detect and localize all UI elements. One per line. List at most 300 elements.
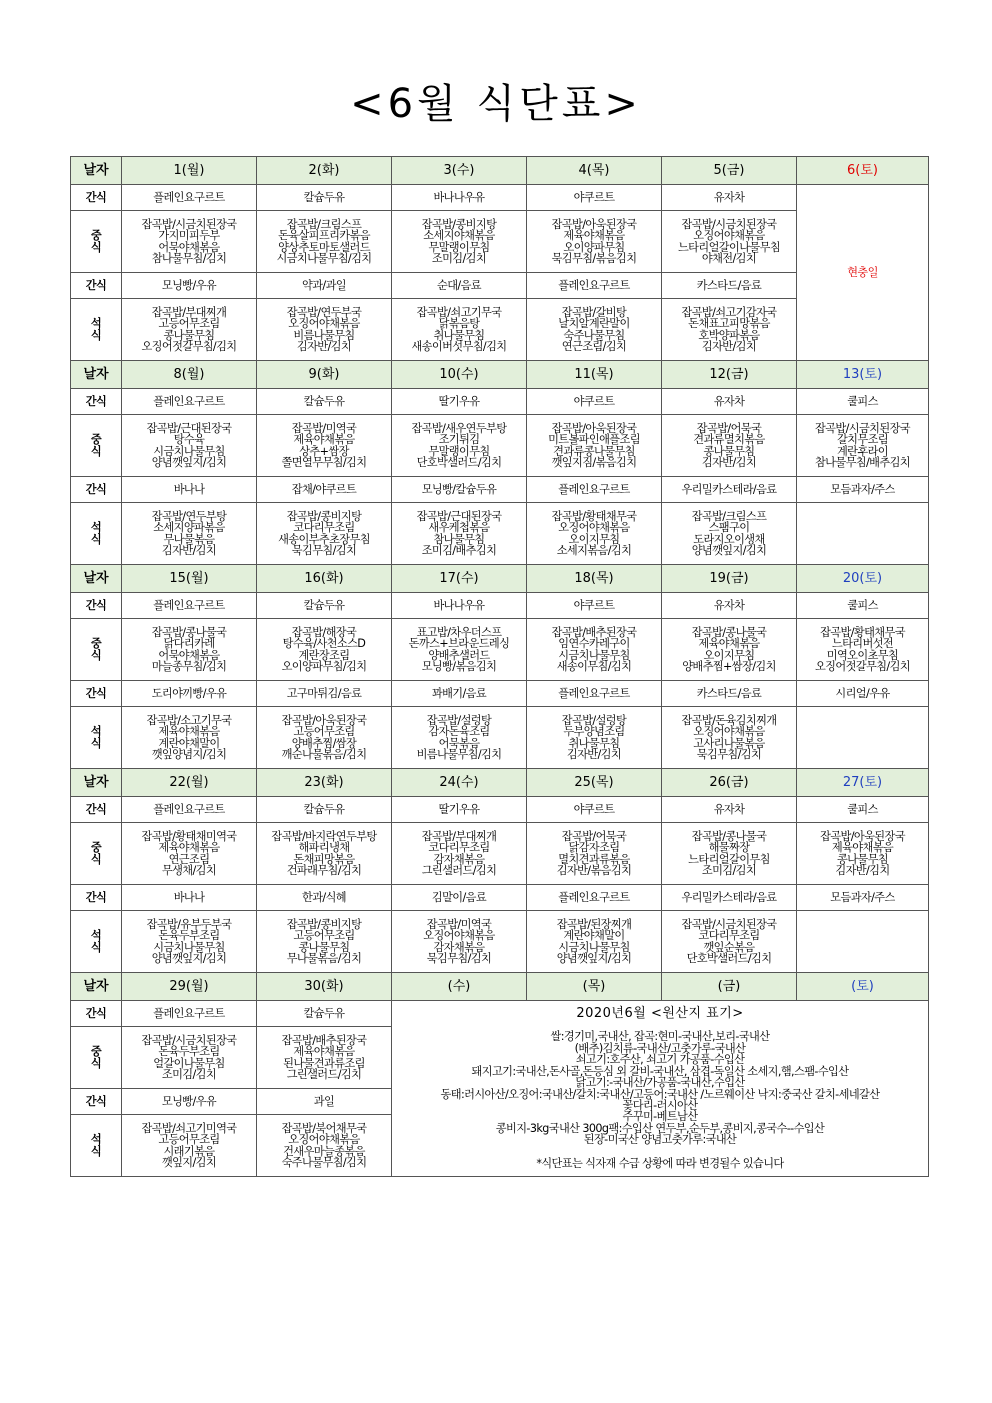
dish-line: 새우케첩볶음 <box>428 521 490 535</box>
empty-cell <box>797 911 929 973</box>
snack-cell: 카스타드/음료 <box>662 681 797 707</box>
dish-line: 숙주나물무침 <box>563 328 625 342</box>
snack-cell: 플레인요구르트 <box>527 681 662 707</box>
meal-cell <box>527 503 662 565</box>
dish-line: 김자반/볶음김치 <box>556 863 632 877</box>
dish-line: 새송이무침/김치 <box>556 659 632 673</box>
dish-line: 돈육살피프리카볶음 <box>278 229 370 243</box>
snack-cell: 시리얼/우유 <box>797 681 929 707</box>
dish-line: 김자반/김치 <box>161 543 217 557</box>
meal-cell <box>257 211 392 273</box>
meal-cell <box>257 823 392 885</box>
dish-line: 계란장조림 <box>298 648 350 662</box>
dish-line: 시금치나물무침 <box>558 648 630 662</box>
meal-cell <box>257 911 392 973</box>
day-header: 3(수) <box>392 157 527 185</box>
dish-line: 감자돈육조림 <box>428 725 490 739</box>
dish-line: 두부양념조림 <box>563 725 625 739</box>
dish-line: 묵김무침/김치 <box>291 543 357 557</box>
row-label-date: 날자 <box>71 361 122 389</box>
day-header: 17(수) <box>392 565 527 593</box>
dish-line: 잡곡밥/새우연두부탕 <box>411 421 507 435</box>
origin-line: 닭고기:-국내산/가공품-국내산,수입산 <box>575 1076 745 1090</box>
dish-line: 닭볶음탕 <box>438 317 480 331</box>
meal-cell <box>122 707 257 769</box>
dish-line: 제육야채볶음 <box>158 841 220 855</box>
day-header: 24(수) <box>392 769 527 797</box>
meal-cell <box>527 299 662 361</box>
row-label-char: 식 <box>90 1144 102 1158</box>
day-header: 6(토) <box>797 157 929 185</box>
dish-line: 양배추샐러드 <box>428 648 490 662</box>
meal-plan-table <box>70 156 929 1177</box>
dish-line: 묵김무침/김치 <box>426 951 492 965</box>
dish-line: 무말랭이무침 <box>428 444 490 458</box>
dish-line: 잡곡밥/쇠고기미역국 <box>141 1121 237 1135</box>
origin-notice <box>392 1001 929 1177</box>
row-label-char: 식 <box>90 940 102 954</box>
row-label-date: 날자 <box>71 565 122 593</box>
dish-line: 조미김/김치 <box>431 251 487 265</box>
meal-cell <box>122 299 257 361</box>
dish-line: 오징어야채볶음 <box>423 929 495 943</box>
origin-line: 동태:러시아산/오징어:국내산/갈치:국내산/고등어:국내산 /노르웨이산 낙지:중국산 갈치-세네갈산 <box>440 1087 880 1101</box>
dish-line: 모닝빵/볶음김치 <box>421 659 497 673</box>
dish-line: 오징어젓갈무침/김치 <box>814 659 911 673</box>
dish-line: 단호박샐러드/김치 <box>416 455 502 469</box>
dish-line: 건새우마늘종볶음 <box>283 1144 365 1158</box>
dish-line: 견과류콩나물무침 <box>553 444 635 458</box>
dish-line: 오이양파무침 <box>563 240 625 254</box>
dish-line: 계란후라이 <box>836 444 889 458</box>
dish-line: 콩나물무침 <box>703 444 755 458</box>
meal-cell <box>392 707 527 769</box>
dish-line: 깻잎순볶음 <box>703 940 755 954</box>
snack-cell: 잡채/야쿠르트 <box>257 477 392 503</box>
dish-line: 닭다리카레 <box>163 637 215 651</box>
dish-line: 참나물무침/김치 <box>151 251 227 265</box>
dish-line: 시금치나물무침 <box>153 940 225 954</box>
snack-cell: 칼슘두유 <box>257 185 392 211</box>
dish-line: 김자반/김치 <box>566 747 622 761</box>
dish-line: 잡곡밥/콩비지탕 <box>286 917 362 931</box>
dish-line: 잡곡밥/설렁탕 <box>426 713 492 727</box>
row-label-lunch <box>71 211 122 273</box>
meal-cell <box>662 415 797 477</box>
snack-cell: 플레인요구르트 <box>527 477 662 503</box>
dish-line: 잡곡밥/배추된장국 <box>551 625 637 639</box>
dish-line: 오징어야채볶음 <box>558 521 630 535</box>
row-label-char: 중 <box>90 637 102 651</box>
dish-line: 무나물볶음 <box>163 532 215 546</box>
row-label-lunch <box>71 619 122 681</box>
meal-cell <box>392 299 527 361</box>
dish-line: 멸치견과류볶음 <box>558 852 630 866</box>
snack-cell: 바나나 <box>122 477 257 503</box>
dish-line: 잡곡밥/유부두부국 <box>146 917 232 931</box>
day-header: 10(수) <box>392 361 527 389</box>
dish-line: 잡곡밥/연두부국 <box>286 305 362 319</box>
date-row <box>71 769 929 797</box>
dish-line: 상추+쌈장 <box>299 444 349 458</box>
snack-cell: 모듬과자/주스 <box>797 885 929 911</box>
origin-footnote: *식단표는 식자재 수급 상황에 따라 변경될수 있습니다 <box>536 1156 784 1170</box>
dish-line: 참나물무침 <box>433 532 485 546</box>
origin-line: 주꾸미-베트남산 <box>622 1110 698 1124</box>
row-label-dinner <box>71 503 122 565</box>
dish-line: 소세지볶음/김치 <box>556 543 632 557</box>
dish-line: 김자반/김치 <box>835 863 890 877</box>
meal-cell <box>527 707 662 769</box>
dish-line: 잡곡밥/콩나물국 <box>691 625 767 639</box>
meal-cell <box>662 503 797 565</box>
dish-line: 깻잎양념지/김치 <box>151 747 227 761</box>
page-title: <6월 식단표> <box>350 81 642 127</box>
snack-cell: 김말이/음료 <box>392 885 527 911</box>
dish-line: 잡곡밥/아욱된장국 <box>281 713 367 727</box>
snack-cell: 바나나우유 <box>392 593 527 619</box>
dish-line: 오징어젓갈무침/김치 <box>141 339 237 353</box>
day-header: 19(금) <box>662 565 797 593</box>
day-header: 5(금) <box>662 157 797 185</box>
row-label-lunch <box>71 415 122 477</box>
dish-line: 야채전/김치 <box>701 251 757 265</box>
dish-line: 잡곡밥/바지락연두부탕 <box>271 829 377 843</box>
row-label-dinner <box>71 299 122 361</box>
dish-line: 잡곡밥/아욱된장국 <box>551 421 637 435</box>
dish-line: 잡곡밥/황태채무국 <box>820 625 905 639</box>
row-label-char: 석 <box>90 521 102 535</box>
day-header: (목) <box>527 973 662 1001</box>
row-label-lunch <box>71 1027 122 1089</box>
dinner-row <box>71 911 929 973</box>
meal-cell <box>257 1115 392 1177</box>
dish-line: 시금치나물무침 <box>153 444 225 458</box>
meal-cell <box>392 823 527 885</box>
row-label-char: 식 <box>90 648 102 662</box>
dish-line: 조미김/김치 <box>161 1067 217 1081</box>
dish-line: 시금치나물무침/김치 <box>276 251 372 265</box>
row-label-snack: 간식 <box>71 885 122 911</box>
snack-cell: 플레인요구르트 <box>122 389 257 415</box>
row-label-char: 석 <box>90 725 102 739</box>
dish-line: 잡곡밥/콩비지탕 <box>421 217 497 231</box>
dish-line: 잡곡밥/어묵국 <box>561 829 627 843</box>
meal-cell <box>392 415 527 477</box>
dish-line: 잡곡밥/부대찌개 <box>151 305 227 319</box>
dish-line: 제육야채볶음 <box>563 229 625 243</box>
row-label-dinner <box>71 911 122 973</box>
row-label-date: 날자 <box>71 769 122 797</box>
dish-line: 무생채/김치 <box>161 863 217 877</box>
holiday-cell: 현충일 <box>797 185 929 361</box>
dish-line: 양념깻잎지/김치 <box>691 543 767 557</box>
dish-line: 잡곡밥/쇠고기감자국 <box>681 305 777 319</box>
meal-cell <box>662 911 797 973</box>
dish-line: 잡곡밥/배추된장국 <box>281 1033 367 1047</box>
dish-line: 비름나물무침/김치 <box>416 747 502 761</box>
origin-line: (배추)김치류-국내산/고춧가루-국내산 <box>574 1041 746 1055</box>
snack-cell: 유자차 <box>662 389 797 415</box>
origin-line: 콩비지-3kg국내산 300g팩:수입산 연두부,순두부,콩비지,콩국수--수입산 <box>495 1121 825 1135</box>
meal-cell <box>257 299 392 361</box>
dish-line: 마늘종무침/김치 <box>151 659 227 673</box>
dish-line: 양념깻잎지/김치 <box>151 951 227 965</box>
dish-line: 조미김/김치 <box>701 863 757 877</box>
dish-line: 잡곡밥/시금치된장국 <box>141 217 237 231</box>
dish-line: 그린샐러드/김치 <box>286 1067 362 1081</box>
snack-cell: 플레인요구르트 <box>122 185 257 211</box>
dish-line: 탕수육/사천소스D <box>282 637 366 651</box>
meal-cell <box>392 503 527 565</box>
meal-cell <box>662 211 797 273</box>
snack-cell: 플레인요구르트 <box>527 273 662 299</box>
dish-line: 비름나물무침 <box>293 328 355 342</box>
snack-cell: 쿨피스 <box>797 797 929 823</box>
snack-cell: 순대/음료 <box>392 273 527 299</box>
dish-line: 느타리버섯전 <box>831 637 894 651</box>
snack-cell: 야쿠르트 <box>527 185 662 211</box>
dish-line: 잡곡밥/된장찌개 <box>556 917 632 931</box>
dish-line: 취나물무침 <box>433 328 485 342</box>
snack-cell: 도리야끼빵/우유 <box>122 681 257 707</box>
dish-line: 잡곡밥/연두부탕 <box>151 509 227 523</box>
meal-cell <box>527 415 662 477</box>
origin-line: 쇠고기:호주산, 쇠고기 가공품-수입산 <box>575 1053 745 1067</box>
date-row <box>71 973 929 1001</box>
dish-line: 코다리무조림 <box>293 521 355 535</box>
dish-line: 새송이버섯무침/김치 <box>411 339 507 353</box>
meal-cell <box>122 503 257 565</box>
row-label-char: 식 <box>90 1056 102 1070</box>
dish-line: 계란야채말이 <box>563 929 625 943</box>
snack-cell: 딸기우유 <box>392 389 527 415</box>
dish-line: 묵김무침/볶음김치 <box>551 251 637 265</box>
meal-cell <box>662 619 797 681</box>
dish-line: 연근조림 <box>168 852 210 866</box>
dish-line: 어묵야채볶음 <box>158 648 220 662</box>
meal-cell <box>257 707 392 769</box>
day-header: (금) <box>662 973 797 1001</box>
snack-cell: 꽈배기/음료 <box>392 681 527 707</box>
dish-line: 돈까스+브라운드레싱 <box>408 637 510 651</box>
dish-line: 가지미피두부 <box>158 229 220 243</box>
row-label-snack: 간식 <box>71 273 122 299</box>
day-header: 4(목) <box>527 157 662 185</box>
meal-cell <box>122 211 257 273</box>
dish-line: 제육야채볶음 <box>293 433 355 447</box>
snack-cell: 쿨피스 <box>797 593 929 619</box>
dish-line: 오이지무침 <box>568 532 620 546</box>
day-header: 11(목) <box>527 361 662 389</box>
snack-cell: 칼슘두유 <box>257 389 392 415</box>
dish-line: 시금치나물무침 <box>558 940 630 954</box>
meal-cell <box>527 823 662 885</box>
dish-line: 잡곡밥/시금치된장국 <box>141 1033 237 1047</box>
dish-line: 해파리냉채 <box>298 841 350 855</box>
dish-line: 무나물볶음/김치 <box>286 951 362 965</box>
dish-line: 잡곡밥/북어채무국 <box>281 1121 367 1135</box>
row-label-char: 식 <box>90 532 102 546</box>
dish-line: 고등어무조림 <box>158 317 220 331</box>
day-header: 16(화) <box>257 565 392 593</box>
snack-cell: 약과/과일 <box>257 273 392 299</box>
dish-line: 김자반/김치 <box>701 339 757 353</box>
dish-line: 고사리나물볶음 <box>693 736 765 750</box>
dish-line: 숙주나물무침/김치 <box>281 1155 367 1169</box>
dish-line: 소세지야채볶음 <box>423 229 495 243</box>
row-label-dinner <box>71 1115 122 1177</box>
origin-line: 쌀:경기미,국내산, 잡곡:현미-국내산,보리-국내산 <box>550 1030 770 1044</box>
meal-cell <box>122 911 257 973</box>
dish-line: 스팸구이 <box>708 521 750 535</box>
day-header: 15(월) <box>122 565 257 593</box>
dish-line: 잡곡밥/콩나물국 <box>691 829 767 843</box>
meal-cell <box>527 619 662 681</box>
day-header: 29(월) <box>122 973 257 1001</box>
snack-row <box>71 681 929 707</box>
meal-cell <box>797 823 929 885</box>
dish-line: 감자채볶음 <box>433 852 485 866</box>
day-header: (수) <box>392 973 527 1001</box>
row-label-char: 식 <box>90 852 102 866</box>
dish-line: 오징어야채볶음 <box>288 1133 360 1147</box>
dish-line: 김자반/김치 <box>701 455 757 469</box>
dish-line: 느타리얼갈이무침 <box>688 852 770 866</box>
dish-line: 표고밥/차우더스프 <box>416 625 502 639</box>
day-header: 2(화) <box>257 157 392 185</box>
snack-cell: 유자차 <box>662 593 797 619</box>
snack-cell: 고구마튀김/음료 <box>257 681 392 707</box>
dish-line: 감자채볶음 <box>433 940 485 954</box>
dish-line: 취나물무침 <box>568 736 620 750</box>
dish-line: 느타리얼갈이나물무침 <box>677 240 781 254</box>
row-label-date: 날자 <box>71 973 122 1001</box>
dish-line: 잡곡밥/소고기무국 <box>146 713 232 727</box>
dish-line: 어묵야채볶음 <box>158 240 220 254</box>
dish-line: 시래기볶음 <box>163 1144 215 1158</box>
dish-line: 잡곡밥/콩비지탕 <box>286 509 362 523</box>
dish-line: 참나물무침/배추김치 <box>814 455 911 469</box>
dish-line: 갈치무조림 <box>836 433 889 447</box>
row-label-snack: 간식 <box>71 477 122 503</box>
snack-cell: 바나나 <box>122 885 257 911</box>
dish-line: 잡곡밥/시금치된장국 <box>681 217 777 231</box>
snack-row <box>71 185 929 211</box>
dish-line: 돈채피망볶음 <box>293 852 355 866</box>
dinner-row <box>71 503 929 565</box>
meal-cell <box>257 1027 392 1089</box>
dish-line: 코다리무조림 <box>428 841 490 855</box>
meal-cell <box>662 299 797 361</box>
dish-line: 잡곡밥/미역국 <box>291 421 357 435</box>
snack-cell: 유자차 <box>662 797 797 823</box>
row-label-snack: 간식 <box>71 797 122 823</box>
meal-cell <box>257 415 392 477</box>
dish-line: 해물짜장 <box>708 841 750 855</box>
dish-line: 쫄면열무무침/김치 <box>281 455 367 469</box>
snack-cell: 야쿠르트 <box>527 389 662 415</box>
row-label-snack: 간식 <box>71 593 122 619</box>
day-header: 20(토) <box>797 565 929 593</box>
snack-cell: 야쿠르트 <box>527 593 662 619</box>
snack-row <box>71 389 929 415</box>
snack-cell: 모닝빵/우유 <box>122 1089 257 1115</box>
dish-line: 깻잎지/김치 <box>161 1155 217 1169</box>
dish-line: 호박양파볶음 <box>698 328 760 342</box>
dish-line: 고등어무조림 <box>293 929 355 943</box>
day-header: 27(토) <box>797 769 929 797</box>
dish-line: 잡곡밥/시금치된장국 <box>814 421 911 435</box>
snack-row <box>71 477 929 503</box>
dish-line: 묵김무침/김치 <box>696 747 762 761</box>
dish-line: 돈육두부조림 <box>158 929 220 943</box>
meal-cell <box>122 823 257 885</box>
day-header: 22(월) <box>122 769 257 797</box>
row-label-char: 식 <box>90 736 102 750</box>
dish-line: 얼갈이나물무침 <box>153 1056 225 1070</box>
snack-cell: 플레인요구르트 <box>122 1001 257 1027</box>
row-label-char: 석 <box>90 1133 102 1147</box>
meal-cell <box>662 707 797 769</box>
row-label-dinner <box>71 707 122 769</box>
snack-cell: 칼슘두유 <box>257 593 392 619</box>
dish-line: 잡곡밥/설렁탕 <box>561 713 627 727</box>
dish-line: 오징어야채볶음 <box>288 317 360 331</box>
snack-cell: 모듬과자/주스 <box>797 477 929 503</box>
dish-line: 양념깻잎지/김치 <box>556 951 632 965</box>
row-label-char: 식 <box>90 240 102 254</box>
dish-line: 잡곡밥/근대된장국 <box>146 421 232 435</box>
dish-line: 제육야채볶음 <box>293 1045 355 1059</box>
dish-line: 잡곡밥/아욱된장국 <box>820 829 905 843</box>
origin-line: 된장-미국산 양념고춧가루:국내산 <box>583 1133 737 1147</box>
dish-line: 오징어야채볶음 <box>693 725 765 739</box>
dish-line: 견과류멸치볶음 <box>693 433 765 447</box>
snack-cell: 과일 <box>257 1089 392 1115</box>
dish-line: 콩나물무침 <box>836 852 889 866</box>
dish-line: 잡곡밥/크림스프 <box>691 509 767 523</box>
dish-line: 오이지무침 <box>703 648 755 662</box>
dish-line: 제육야채볶음 <box>158 725 220 739</box>
dish-line: 제육야채볶음 <box>698 637 760 651</box>
dish-line: 무말랭이무침 <box>428 240 490 254</box>
dish-line: 깨순나물볶음/김치 <box>281 747 367 761</box>
dish-line: 깻잎지짐/볶음김치 <box>551 455 637 469</box>
snack-cell: 플레인요구르트 <box>527 885 662 911</box>
dish-line: 잡곡밥/돈육김치찌개 <box>681 713 777 727</box>
dish-line: 미트볼파인애플조림 <box>548 433 640 447</box>
dish-line: 계란야채말이 <box>158 736 220 750</box>
snack-cell: 모닝빵/우유 <box>122 273 257 299</box>
dish-line: 김자반/김치 <box>296 339 352 353</box>
dish-line: 새송이부추초장무침 <box>278 532 370 546</box>
dish-line: 고등어무조림 <box>293 725 355 739</box>
dish-line: 탕수육 <box>173 433 205 447</box>
row-label-char: 중 <box>90 229 102 243</box>
snack-cell: 바나나우유 <box>392 185 527 211</box>
meal-cell <box>662 823 797 885</box>
snack-cell: 야쿠르트 <box>527 797 662 823</box>
dish-line: 연근조림/김치 <box>561 339 627 353</box>
dish-line: 잡곡밥/크림스프 <box>286 217 362 231</box>
dish-line: 잡곡밥/근대된장국 <box>416 509 502 523</box>
snack-cell: 우리밀카스테라/음료 <box>662 477 797 503</box>
date-row <box>71 157 929 185</box>
snack-cell: 모닝빵/칼슘두유 <box>392 477 527 503</box>
snack-cell: 딸기우유 <box>392 797 527 823</box>
lunch-row <box>71 619 929 681</box>
